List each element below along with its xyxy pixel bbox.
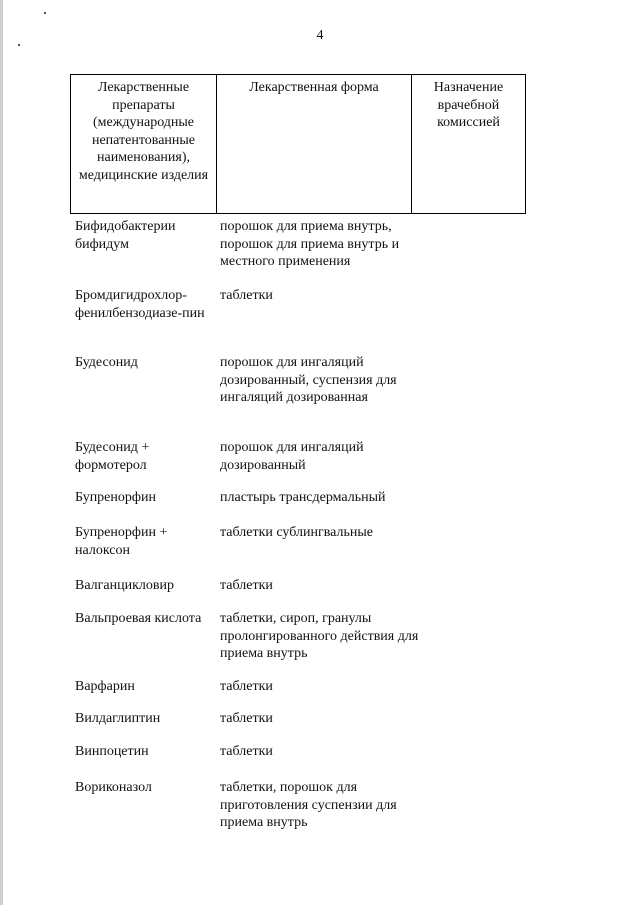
drug-form: таблетки bbox=[220, 288, 273, 303]
drug-name: Бифидобактерии бифидум bbox=[75, 219, 176, 252]
drug-form: порошок для ингаляций дозированный, суспензия для ингаляций дозированная bbox=[220, 355, 397, 405]
drug-name: Вориконазол bbox=[75, 780, 152, 795]
drug-form: порошок для ингаляций дозированный bbox=[220, 440, 364, 473]
drug-name: Бупренорфин bbox=[75, 490, 156, 505]
drug-form: таблетки bbox=[220, 679, 273, 694]
header-commission: Назначение врачебной комиссией bbox=[433, 80, 504, 130]
drug-name: Вилдаглиптин bbox=[75, 711, 161, 726]
drug-form: порошок для приема внутрь, порошок для приема внутрь и местного применения bbox=[220, 219, 400, 269]
drug-form: таблетки, сироп, гранулы пролонгированного действия для приема внутрь bbox=[220, 611, 419, 661]
scan-speck bbox=[18, 44, 20, 46]
drug-name: Винпоцетин bbox=[75, 744, 149, 759]
drug-form: таблетки bbox=[220, 744, 273, 759]
drug-name: Валганцикловир bbox=[75, 578, 174, 593]
drug-name: Бупренорфин + налоксон bbox=[75, 525, 168, 558]
drug-name: Будесонид bbox=[75, 355, 138, 370]
drug-form: пластырь трансдермальный bbox=[220, 490, 386, 505]
drug-name: Вальпроевая кислота bbox=[75, 611, 202, 626]
scan-edge bbox=[0, 0, 3, 905]
drug-form: таблетки, порошок для приготовления суспензии для приема внутрь bbox=[220, 780, 397, 830]
drug-name: Варфарин bbox=[75, 679, 135, 694]
table-header bbox=[70, 74, 526, 214]
drug-name: Будесонид + формотерол bbox=[75, 440, 150, 473]
drug-form: таблетки bbox=[220, 711, 273, 726]
page-number: 4 bbox=[316, 28, 324, 43]
header-drugs: Лекарственные препараты (международные непатентованные наименования), медицинские изделия bbox=[71, 75, 217, 213]
drug-form: таблетки bbox=[220, 578, 273, 593]
scan-speck bbox=[44, 12, 46, 14]
drug-name: Бромдигидрохлор-фенилбензодиазе-пин bbox=[75, 288, 205, 321]
header-form: Лекарственная форма bbox=[217, 75, 412, 213]
drug-form: таблетки сублингвальные bbox=[220, 525, 373, 540]
